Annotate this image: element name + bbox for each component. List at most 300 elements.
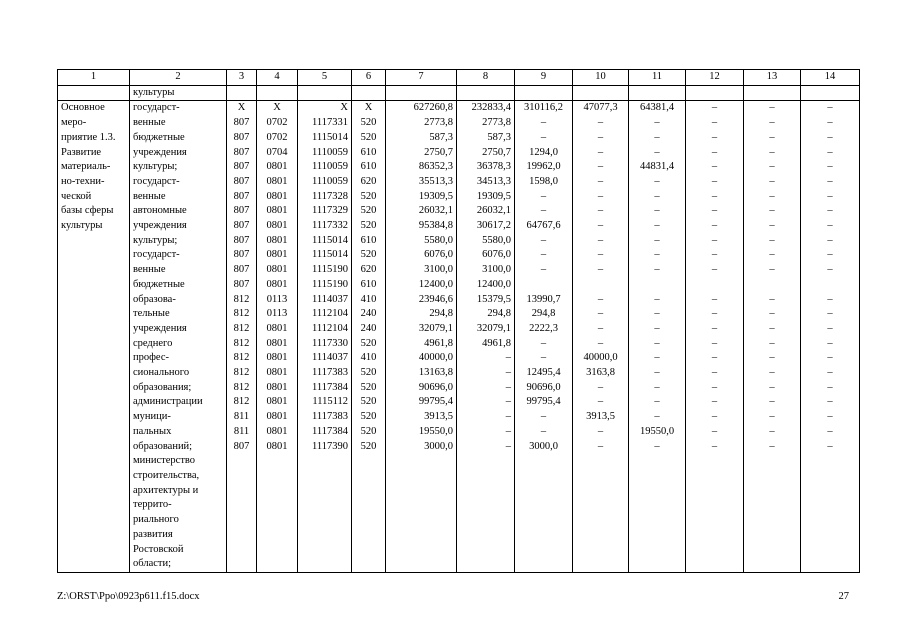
value-cell: 86352,3 (386, 160, 457, 175)
value-cell: 12400,0 (457, 278, 515, 293)
executor-cell (58, 543, 130, 558)
responsible-cell: среднего (130, 337, 227, 352)
value-cell (801, 557, 860, 572)
value-cell (744, 528, 801, 543)
table-row (58, 248, 860, 263)
column-header: 3 (227, 70, 257, 86)
value-cell: – (744, 440, 801, 455)
value-cell: – (801, 116, 860, 131)
value-cell: 807 (227, 440, 257, 455)
value-cell (801, 543, 860, 558)
value-cell: 40000,0 (386, 351, 457, 366)
value-cell: – (801, 322, 860, 337)
responsible-cell: учреждения (130, 146, 227, 161)
value-cell: – (515, 337, 573, 352)
value-cell: 2773,8 (457, 116, 515, 131)
value-cell: – (457, 351, 515, 366)
value-cell: 4961,8 (457, 337, 515, 352)
value-cell: 2750,7 (386, 146, 457, 161)
value-cell: – (573, 248, 629, 263)
value-cell: Х (352, 101, 386, 116)
value-cell: 1115190 (298, 278, 352, 293)
value-cell (257, 557, 298, 572)
value-cell: 520 (352, 395, 386, 410)
value-cell (686, 454, 744, 469)
value-cell: – (801, 101, 860, 116)
value-cell: 0704 (257, 146, 298, 161)
table-row (58, 410, 860, 425)
value-cell (386, 557, 457, 572)
footer-page-number: 27 (838, 591, 849, 602)
responsible-cell: государст- (130, 175, 227, 190)
value-cell: – (629, 395, 686, 410)
value-cell: – (515, 263, 573, 278)
table-row (58, 528, 860, 543)
value-cell: 811 (227, 410, 257, 425)
responsible-cell: венные (130, 263, 227, 278)
value-cell: – (744, 425, 801, 440)
value-cell: 19309,5 (457, 190, 515, 205)
value-cell: 807 (227, 160, 257, 175)
value-cell: 0801 (257, 175, 298, 190)
value-cell: – (629, 116, 686, 131)
value-cell (386, 543, 457, 558)
value-cell: 812 (227, 395, 257, 410)
value-cell: – (573, 234, 629, 249)
value-cell: 1117384 (298, 381, 352, 396)
value-cell: – (629, 131, 686, 146)
value-cell: 1117328 (298, 190, 352, 205)
value-cell: – (629, 293, 686, 308)
value-cell: – (686, 337, 744, 352)
executor-cell (58, 307, 130, 322)
responsible-cell: администрации (130, 395, 227, 410)
value-cell: 6076,0 (457, 248, 515, 263)
value-cell: 1110059 (298, 146, 352, 161)
table-row (58, 101, 860, 116)
value-cell: 1110059 (298, 160, 352, 175)
value-cell: 12495,4 (515, 366, 573, 381)
value-cell: 1598,0 (515, 175, 573, 190)
value-cell (744, 498, 801, 513)
value-cell: – (573, 190, 629, 205)
value-cell (744, 484, 801, 499)
value-cell: – (629, 337, 686, 352)
value-cell: 0801 (257, 351, 298, 366)
table-cell (515, 85, 573, 101)
value-cell: 64767,6 (515, 219, 573, 234)
responsible-cell: автономные (130, 204, 227, 219)
value-cell (744, 513, 801, 528)
value-cell: 0801 (257, 278, 298, 293)
value-cell (515, 454, 573, 469)
value-cell: – (801, 425, 860, 440)
value-cell (629, 543, 686, 558)
value-cell (801, 278, 860, 293)
value-cell: – (457, 395, 515, 410)
value-cell: – (457, 381, 515, 396)
value-cell: 520 (352, 190, 386, 205)
responsible-cell: образований; (130, 440, 227, 455)
value-cell (352, 513, 386, 528)
value-cell: – (629, 234, 686, 249)
value-cell: 0702 (257, 116, 298, 131)
value-cell: 812 (227, 351, 257, 366)
value-cell: 1117384 (298, 425, 352, 440)
value-cell: 610 (352, 234, 386, 249)
value-cell: – (744, 322, 801, 337)
value-cell: – (573, 307, 629, 322)
value-cell: – (573, 204, 629, 219)
value-cell: 15379,5 (457, 293, 515, 308)
value-cell (686, 484, 744, 499)
responsible-cell: культуры; (130, 160, 227, 175)
table-cell (457, 85, 515, 101)
column-header: 13 (744, 70, 801, 86)
value-cell (257, 454, 298, 469)
value-cell: 807 (227, 116, 257, 131)
value-cell (573, 528, 629, 543)
table-row (58, 366, 860, 381)
value-cell: 26032,1 (386, 204, 457, 219)
value-cell: – (744, 160, 801, 175)
value-cell (457, 543, 515, 558)
value-cell: 520 (352, 131, 386, 146)
value-cell: 34513,3 (457, 175, 515, 190)
table-row (58, 204, 860, 219)
header-row (58, 70, 860, 86)
value-cell: – (686, 263, 744, 278)
value-cell (352, 498, 386, 513)
value-cell (573, 454, 629, 469)
value-cell: – (744, 337, 801, 352)
value-cell (386, 528, 457, 543)
value-cell (386, 454, 457, 469)
value-cell: – (744, 293, 801, 308)
value-cell: – (515, 351, 573, 366)
value-cell (386, 513, 457, 528)
column-header: 5 (298, 70, 352, 86)
table-row (58, 263, 860, 278)
value-cell: – (686, 322, 744, 337)
value-cell: – (686, 248, 744, 263)
value-cell: 1115014 (298, 131, 352, 146)
value-cell: – (686, 351, 744, 366)
executor-cell (58, 425, 130, 440)
value-cell: – (515, 248, 573, 263)
value-cell (386, 469, 457, 484)
executor-cell (58, 293, 130, 308)
value-cell: – (573, 293, 629, 308)
value-cell: – (801, 160, 860, 175)
value-cell: – (744, 204, 801, 219)
responsible-cell: образова- (130, 293, 227, 308)
responsible-cell: области; (130, 557, 227, 572)
executor-cell (58, 381, 130, 396)
executor-cell: приятие 1.3. (58, 131, 130, 146)
value-cell: – (515, 234, 573, 249)
value-cell (298, 557, 352, 572)
value-cell: – (744, 175, 801, 190)
value-cell: – (629, 263, 686, 278)
value-cell: – (573, 337, 629, 352)
value-cell: 12400,0 (386, 278, 457, 293)
value-cell: – (629, 366, 686, 381)
value-cell (352, 543, 386, 558)
executor-cell (58, 337, 130, 352)
value-cell: – (801, 293, 860, 308)
value-cell: – (573, 219, 629, 234)
value-cell (573, 278, 629, 293)
value-cell: 19550,0 (629, 425, 686, 440)
responsible-cell: террито- (130, 498, 227, 513)
value-cell: – (573, 263, 629, 278)
responsible-cell: сионального (130, 366, 227, 381)
footer-file-path: Z:\ORST\Ppo\0923p611.f15.docx (57, 591, 200, 602)
column-header: 7 (386, 70, 457, 86)
value-cell: – (686, 293, 744, 308)
value-cell: – (573, 116, 629, 131)
value-cell: – (686, 131, 744, 146)
value-cell: 620 (352, 175, 386, 190)
responsible-cell: венные (130, 190, 227, 205)
value-cell: 1117332 (298, 219, 352, 234)
value-cell: 0801 (257, 248, 298, 263)
value-cell: 0801 (257, 204, 298, 219)
table-row (58, 307, 860, 322)
value-cell: – (801, 175, 860, 190)
value-cell (457, 528, 515, 543)
value-cell (386, 498, 457, 513)
value-cell: 520 (352, 337, 386, 352)
value-cell: – (629, 381, 686, 396)
value-cell: 2222,3 (515, 322, 573, 337)
value-cell: 1117383 (298, 366, 352, 381)
value-cell: – (457, 440, 515, 455)
table-cell (58, 85, 130, 101)
value-cell: – (629, 440, 686, 455)
value-cell: 0801 (257, 322, 298, 337)
value-cell: – (801, 440, 860, 455)
value-cell: – (573, 381, 629, 396)
value-cell (457, 513, 515, 528)
value-cell: 0801 (257, 190, 298, 205)
value-cell: 240 (352, 307, 386, 322)
value-cell: – (629, 175, 686, 190)
value-cell: 294,8 (515, 307, 573, 322)
column-header: 8 (457, 70, 515, 86)
value-cell: 0702 (257, 131, 298, 146)
value-cell: 0801 (257, 395, 298, 410)
executor-cell (58, 484, 130, 499)
executor-cell (58, 410, 130, 425)
value-cell: 1294,0 (515, 146, 573, 161)
value-cell: – (515, 190, 573, 205)
value-cell: 807 (227, 204, 257, 219)
value-cell (257, 513, 298, 528)
value-cell: 5580,0 (457, 234, 515, 249)
executor-cell (58, 263, 130, 278)
value-cell: 807 (227, 131, 257, 146)
value-cell: 1117329 (298, 204, 352, 219)
executor-cell (58, 322, 130, 337)
table-row (58, 484, 860, 499)
value-cell: 520 (352, 410, 386, 425)
value-cell (801, 469, 860, 484)
value-cell (298, 543, 352, 558)
column-header: 2 (130, 70, 227, 86)
value-cell: – (686, 381, 744, 396)
executor-cell: базы сферы (58, 204, 130, 219)
table-row (58, 278, 860, 293)
value-cell: 232833,4 (457, 101, 515, 116)
value-cell (686, 528, 744, 543)
value-cell: – (801, 351, 860, 366)
value-cell: 47077,3 (573, 101, 629, 116)
table-cell (257, 85, 298, 101)
value-cell: 40000,0 (573, 351, 629, 366)
value-cell (457, 484, 515, 499)
value-cell (744, 557, 801, 572)
value-cell: 812 (227, 322, 257, 337)
value-cell: 807 (227, 234, 257, 249)
value-cell (257, 528, 298, 543)
value-cell (227, 498, 257, 513)
responsible-cell: венные (130, 116, 227, 131)
value-cell: 19962,0 (515, 160, 573, 175)
executor-cell (58, 557, 130, 572)
value-cell: 1115190 (298, 263, 352, 278)
value-cell: – (744, 351, 801, 366)
value-cell: 6076,0 (386, 248, 457, 263)
value-cell (457, 498, 515, 513)
value-cell (629, 498, 686, 513)
value-cell: 3100,0 (457, 263, 515, 278)
value-cell (457, 454, 515, 469)
value-cell: 1110059 (298, 175, 352, 190)
value-cell: 1114037 (298, 351, 352, 366)
value-cell: – (744, 234, 801, 249)
value-cell: 0801 (257, 160, 298, 175)
value-cell: 1112104 (298, 322, 352, 337)
value-cell: 3913,5 (386, 410, 457, 425)
table-row (58, 513, 860, 528)
table-row (58, 440, 860, 455)
value-cell: 3000,0 (386, 440, 457, 455)
value-cell (801, 454, 860, 469)
value-cell: 410 (352, 293, 386, 308)
value-cell (457, 469, 515, 484)
value-cell: 0801 (257, 263, 298, 278)
value-cell: – (801, 146, 860, 161)
value-cell: 26032,1 (457, 204, 515, 219)
value-cell: – (573, 322, 629, 337)
value-cell: 410 (352, 351, 386, 366)
responsible-cell: учреждения (130, 219, 227, 234)
table-row (58, 322, 860, 337)
executor-cell: ческой (58, 190, 130, 205)
value-cell: 32079,1 (386, 322, 457, 337)
executor-cell (58, 278, 130, 293)
value-cell: 35513,3 (386, 175, 457, 190)
table-cell (386, 85, 457, 101)
responsible-cell: культуры; (130, 234, 227, 249)
value-cell (227, 528, 257, 543)
value-cell: 13163,8 (386, 366, 457, 381)
value-cell (257, 498, 298, 513)
value-cell (352, 557, 386, 572)
responsible-cell: развития (130, 528, 227, 543)
responsible-cell: министерство (130, 454, 227, 469)
value-cell: 811 (227, 425, 257, 440)
value-cell (298, 469, 352, 484)
value-cell (573, 543, 629, 558)
value-cell: – (686, 101, 744, 116)
table-cell (573, 85, 629, 101)
value-cell: 294,8 (457, 307, 515, 322)
value-cell: 19309,5 (386, 190, 457, 205)
value-cell (801, 498, 860, 513)
value-cell: – (801, 190, 860, 205)
table-row (58, 469, 860, 484)
value-cell: 0801 (257, 410, 298, 425)
value-cell (257, 543, 298, 558)
value-cell: – (629, 248, 686, 263)
executor-cell (58, 366, 130, 381)
value-cell: 610 (352, 160, 386, 175)
value-cell: – (629, 410, 686, 425)
responsible-cell: профес- (130, 351, 227, 366)
table-row (58, 351, 860, 366)
value-cell (257, 484, 298, 499)
value-cell: 610 (352, 278, 386, 293)
value-cell: 627260,8 (386, 101, 457, 116)
value-cell: – (686, 440, 744, 455)
value-cell: – (744, 248, 801, 263)
value-cell (573, 484, 629, 499)
value-cell: – (744, 146, 801, 161)
value-cell: – (573, 146, 629, 161)
value-cell: – (744, 381, 801, 396)
value-cell (227, 469, 257, 484)
value-cell: 4961,8 (386, 337, 457, 352)
value-cell: 0113 (257, 293, 298, 308)
value-cell: 0801 (257, 440, 298, 455)
value-cell: – (744, 219, 801, 234)
value-cell: – (686, 190, 744, 205)
value-cell: 0801 (257, 337, 298, 352)
value-cell: – (801, 337, 860, 352)
table-cell: культуры (130, 85, 227, 101)
column-header: 6 (352, 70, 386, 86)
value-cell: 807 (227, 175, 257, 190)
value-cell: – (744, 263, 801, 278)
value-cell: 1115112 (298, 395, 352, 410)
table-row (58, 293, 860, 308)
value-cell: 30617,2 (457, 219, 515, 234)
value-cell (227, 484, 257, 499)
executor-cell (58, 469, 130, 484)
value-cell: 520 (352, 381, 386, 396)
responsible-cell: бюджетные (130, 278, 227, 293)
value-cell: 2750,7 (457, 146, 515, 161)
value-cell: 620 (352, 263, 386, 278)
value-cell: – (686, 366, 744, 381)
value-cell: 44831,4 (629, 160, 686, 175)
value-cell: – (573, 175, 629, 190)
table-row (58, 454, 860, 469)
value-cell: 1114037 (298, 293, 352, 308)
